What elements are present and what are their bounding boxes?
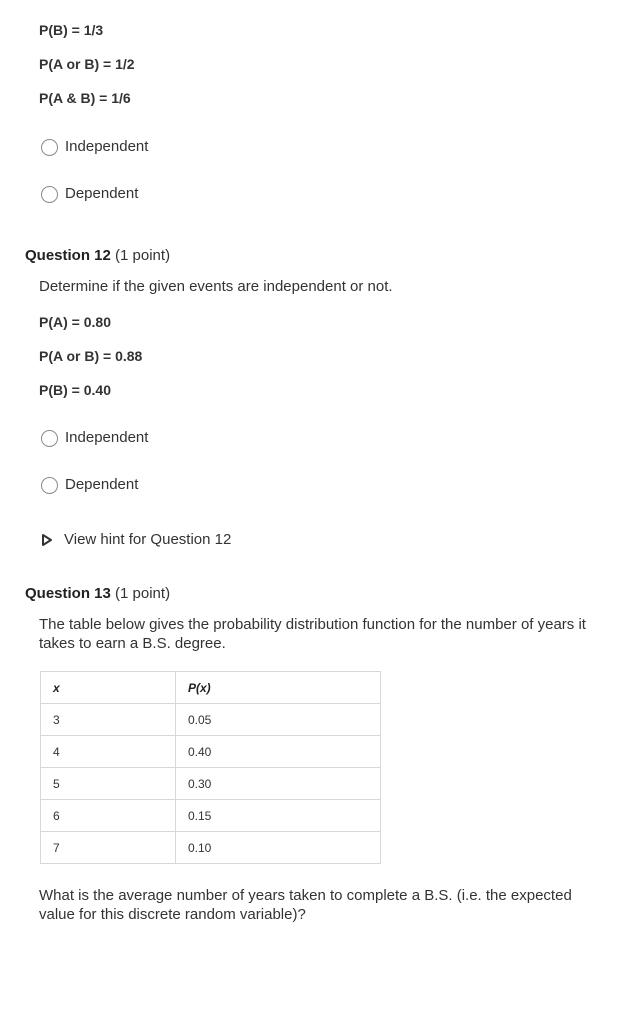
q13-points: (1 point) — [115, 585, 171, 602]
q11-option-dependent[interactable] — [41, 183, 138, 205]
table-row — [41, 736, 381, 768]
table-row — [41, 832, 381, 864]
table-header-x: x — [41, 672, 176, 704]
q11-given-3: P(A & B) = 1/6 — [39, 90, 131, 106]
radio-unselected-icon[interactable] — [41, 186, 58, 203]
table-cell-x: 6 — [41, 800, 176, 832]
triangle-right-icon[interactable] — [40, 533, 54, 547]
q11-option-independent[interactable] — [41, 136, 148, 158]
q12-prompt: Determine if the given events are independent or not. — [39, 278, 393, 295]
q13-prompt: The table below gives the probability distribution function for the number of years it takes to earn a B.S. degree. — [39, 616, 586, 652]
table-cell-px: 0.10 — [176, 832, 381, 864]
q13-title — [25, 585, 170, 603]
q11-option-label: Dependent — [65, 185, 139, 202]
q12-given-3: P(B) = 0.40 — [39, 382, 111, 398]
radio-unselected-icon[interactable] — [41, 139, 58, 156]
table-row — [41, 800, 381, 832]
q12-given-2: P(A or B) = 0.88 — [39, 348, 143, 364]
q13-number: Question 13 — [25, 585, 111, 602]
table-cell-px: 0.30 — [176, 768, 381, 800]
q12-option-label: Independent — [65, 429, 149, 446]
table-header-row — [41, 672, 381, 704]
q12-points: (1 point) — [115, 247, 171, 264]
table-cell-px: 0.05 — [176, 704, 381, 736]
table-cell-px: 0.40 — [176, 736, 381, 768]
q12-option-label: Dependent — [65, 476, 139, 493]
q12-option-dependent[interactable] — [41, 474, 138, 496]
q12-given-1: P(A) = 0.80 — [39, 314, 111, 330]
table-row — [41, 704, 381, 736]
table-cell-x: 3 — [41, 704, 176, 736]
table-cell-x: 7 — [41, 832, 176, 864]
table-cell-px: 0.15 — [176, 800, 381, 832]
q11-given-1: P(B) = 1/3 — [39, 22, 104, 38]
q11-given-2: P(A or B) = 1/2 — [39, 56, 135, 72]
table-cell-x: 4 — [41, 736, 176, 768]
probability-table — [40, 671, 381, 864]
q12-hint-toggle[interactable] — [40, 530, 231, 550]
radio-unselected-icon[interactable] — [41, 430, 58, 447]
q13-question: What is the average number of years taken to complete a B.S. (i.e. the expected value for this discrete random variable)? — [39, 887, 572, 923]
q12-title — [25, 247, 170, 265]
q12-hint-label: View hint for Question 12 — [64, 531, 232, 548]
table-cell-x: 5 — [41, 768, 176, 800]
q11-option-label: Independent — [65, 138, 149, 155]
q12-option-independent[interactable] — [41, 427, 148, 449]
q12-number: Question 12 — [25, 247, 111, 264]
table-row — [41, 768, 381, 800]
radio-unselected-icon[interactable] — [41, 477, 58, 494]
table-header-px: P(x) — [176, 672, 381, 704]
